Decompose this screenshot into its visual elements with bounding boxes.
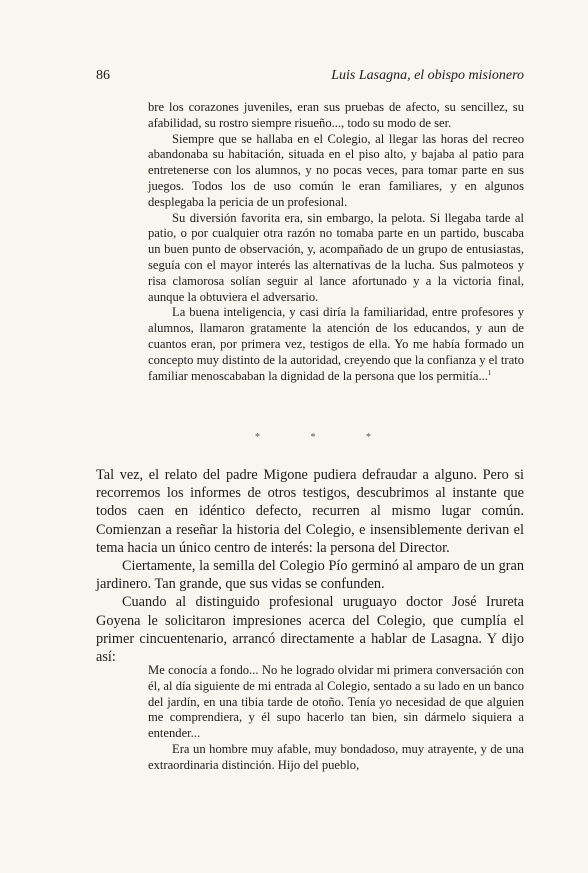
asterisk: *: [310, 432, 316, 443]
body-paragraph: Cuando al distinguido profesional uruguayo doctor José Irureta Goyena le solicitaron impresiones acerca del Colegio, que cumplía el primer cincuentenario, arrancó directamente a hablar de Lasagna. Y dijo así:: [96, 594, 524, 666]
quote-paragraph: Me conocía a fondo... No he logrado olvidar mi primera conversación con él, al día siguiente de mi entrada al Colegio, sentado a su lado en un banco del jardín, en una tibia tarde de otoño. Tenía yo necesidad de que alguien me comprendiera, y él supo hacerlo tan bien, sin dármelo siquiera a entender...: [148, 663, 524, 741]
quotation-irureta-goyena: [148, 663, 524, 774]
quote-paragraph: La buena inteligencia, y casi diría la familiaridad, entre profesores y alumnos, llamaron gratamente la atención de los educandos, y aun de cuantos eran, por primera vez, testigos de ella. Yo me había formado un concepto muy distinto de la autoridad, creyendo que la confianza y el trato familiar menoscababan la dignidad de la persona que los permitía...$^1$: [148, 305, 524, 383]
section-separator: [255, 432, 371, 443]
quote-paragraph: bre los corazones juveniles, eran sus pruebas de afecto, su sencillez, su afabilidad, su rostro siempre risueño..., todo su modo de ser.: [148, 100, 524, 130]
footnote-marker: 1: [487, 368, 492, 377]
quote-paragraph: Siempre que se hallaba en el Colegio, al llegar las horas del recreo abandonaba su habitación, situada en el piso alto, y bajaba al patio para entretenerse con los alumnos, y no pocas veces, para tomar parte en sus juegos. Todos los de uso común le eran familiares, y en algunos desplegaba la pericia de un profesional.: [148, 131, 524, 209]
body-paragraph: Ciertamente, la semilla del Colegio Pío germinó al amparo de un gran jardinero. Tan grande, que sus vidas se confunden.: [96, 558, 524, 593]
quote-paragraph: Su diversión favorita era, sin embargo, la pelota. Si llegaba tarde al patio, o por cualquier otra razón no tomaba parte en un partido, buscaba un buen punto de observación, y, acompañado de un grupo de entusiastas, seguía con el mayor interés las alternativas de la lucha. Sus palmoteos y risa clamorosa solían seguir al lance afortunado y a la victoria final, aunque la obtuviera el adversario.: [148, 210, 524, 304]
quote-paragraph: Era un hombre muy afable, muy bondadoso, muy atrayente, y de una extraordinaria distinción. Hijo del pueblo,: [148, 741, 524, 772]
running-title: Luis Lasagna, el obispo misionero: [331, 68, 524, 83]
quotation-migone: [148, 100, 524, 384]
asterisk: *: [366, 432, 371, 443]
body-paragraph: Tal vez, el relato del padre Migone pudiera defraudar a alguno. Pero si recorremos los informes de otros testigos, descubrimos al instante que todos caen en idéntico defecto, recurren al mismo lugar común. Comienzan a reseñar la historia del Colegio, e insensiblemente derivan el tema hacia un único centro de interés: la persona del Director.: [96, 467, 524, 556]
asterisk: *: [255, 432, 260, 443]
page-number: 86: [96, 68, 110, 83]
main-text: [96, 466, 524, 666]
